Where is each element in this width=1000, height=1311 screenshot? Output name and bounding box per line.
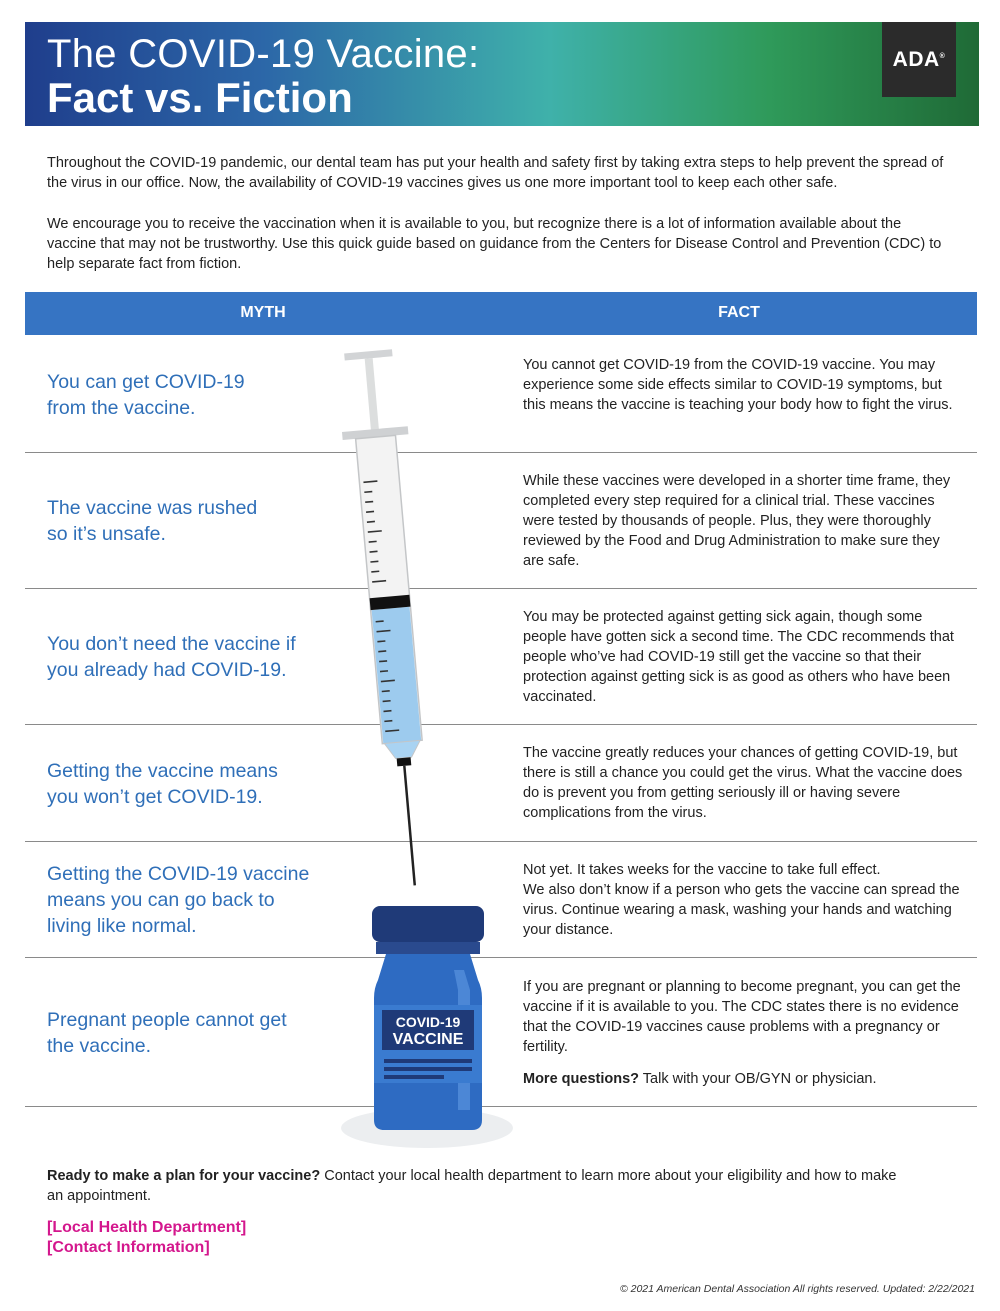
syringe-vial-illustration xyxy=(330,340,520,1160)
title-line-2: Fact vs. Fiction xyxy=(47,74,353,121)
fact-text: You cannot get COVID-19 from the COVID-19 vaccine. You may experience some side effects similar to COVID-19 symptoms, but this means the vaccine is teaching your body how to fight the virus. xyxy=(523,357,953,413)
myth-text: The vaccine was rushed so it’s unsafe. xyxy=(47,497,258,545)
fact-text: While these vaccines were developed in a shorter time frame, they completed every step required for a clinical trial. These vaccines were tested by thousands of people. Plus, they were thoroughly reviewed by the Food and Drug Administration to make sure they are safe. xyxy=(523,473,951,569)
fact-text: Not yet. It takes weeks for the vaccine to take full effect. We also don’t know if a person who gets the vaccine can spread the virus. Continue wearing a mask, washing your hands and watching your distance. xyxy=(523,862,960,938)
myth-text: You can get COVID-19 from the vaccine. xyxy=(47,371,245,419)
title-line-1: The COVID-19 Vaccine: xyxy=(47,32,480,76)
myth-text: Pregnant people cannot get the vaccine. xyxy=(47,1009,287,1057)
ready-plan-text: Ready to make a plan for your vaccine? Contact your local health department to learn more about your eligibility and how to make an appointment. xyxy=(47,1168,897,1204)
vial-label-line-2: VACCINE xyxy=(392,1031,464,1048)
intro-paragraph-2: We encourage you to receive the vaccination when it is available to you, but recognize there is a lot of information available about the vaccine that may not be trustworthy. Use this quick guide based on guidance from the Centers for Disease Control and Prevention (CDC) to help separate fact from fiction. xyxy=(47,216,942,272)
contact-placeholder: [Local Health Department] [Contact Information] xyxy=(47,1219,247,1256)
vial-label-line-1: COVID-19 xyxy=(395,1014,461,1030)
intro-paragraph-1: Throughout the COVID-19 pandemic, our dental team has put your health and safety first by taking extra steps to help prevent the spread of the virus in our office. Now, the availability of COVID-19 vaccines gives us one more important tool to keep each other safe. xyxy=(47,155,944,191)
myth-text: You don’t need the vaccine if you already had COVID-19. xyxy=(47,633,296,681)
header-banner xyxy=(25,22,979,126)
ada-logo-text: ADA® xyxy=(892,47,946,71)
ready-label: Ready to make a plan for your vaccine? xyxy=(47,1168,321,1184)
fact-text: The vaccine greatly reduces your chances of getting COVID-19, but there is still a chance you could get the virus. What the vaccine does do is prevent you from getting seriously ill or having severe complications from the virus. xyxy=(523,745,963,821)
more-questions-label: More questions? xyxy=(523,1071,640,1087)
table-header xyxy=(25,292,977,335)
myth-column-header: MYTH xyxy=(240,304,286,321)
fact-text: You may be protected against getting sick again, though some people have gotten sick a second time. The CDC recommends that people who’ve had COVID-19 still get the vaccine so that their protection against getting sick is as good as others who have been vaccinated. xyxy=(523,609,954,705)
ada-logo xyxy=(882,22,956,97)
myth-text: Getting the vaccine means you won’t get COVID-19. xyxy=(47,760,278,808)
myth-text: Getting the COVID-19 vaccine means you can go back to living like normal. xyxy=(47,863,310,937)
copyright-footer: © 2021 American Dental Association All rights reserved. Updated: 2/22/2021 xyxy=(619,1283,975,1295)
fact-text: If you are pregnant or planning to become pregnant, you can get the vaccine if it is available to you. The CDC states there is no evidence that the COVID-19 vaccines cause problems with a pregnancy or fertility. More questions? Talk with your OB/GYN or physician. xyxy=(523,979,961,1087)
fact-column-header: FACT xyxy=(718,304,760,321)
